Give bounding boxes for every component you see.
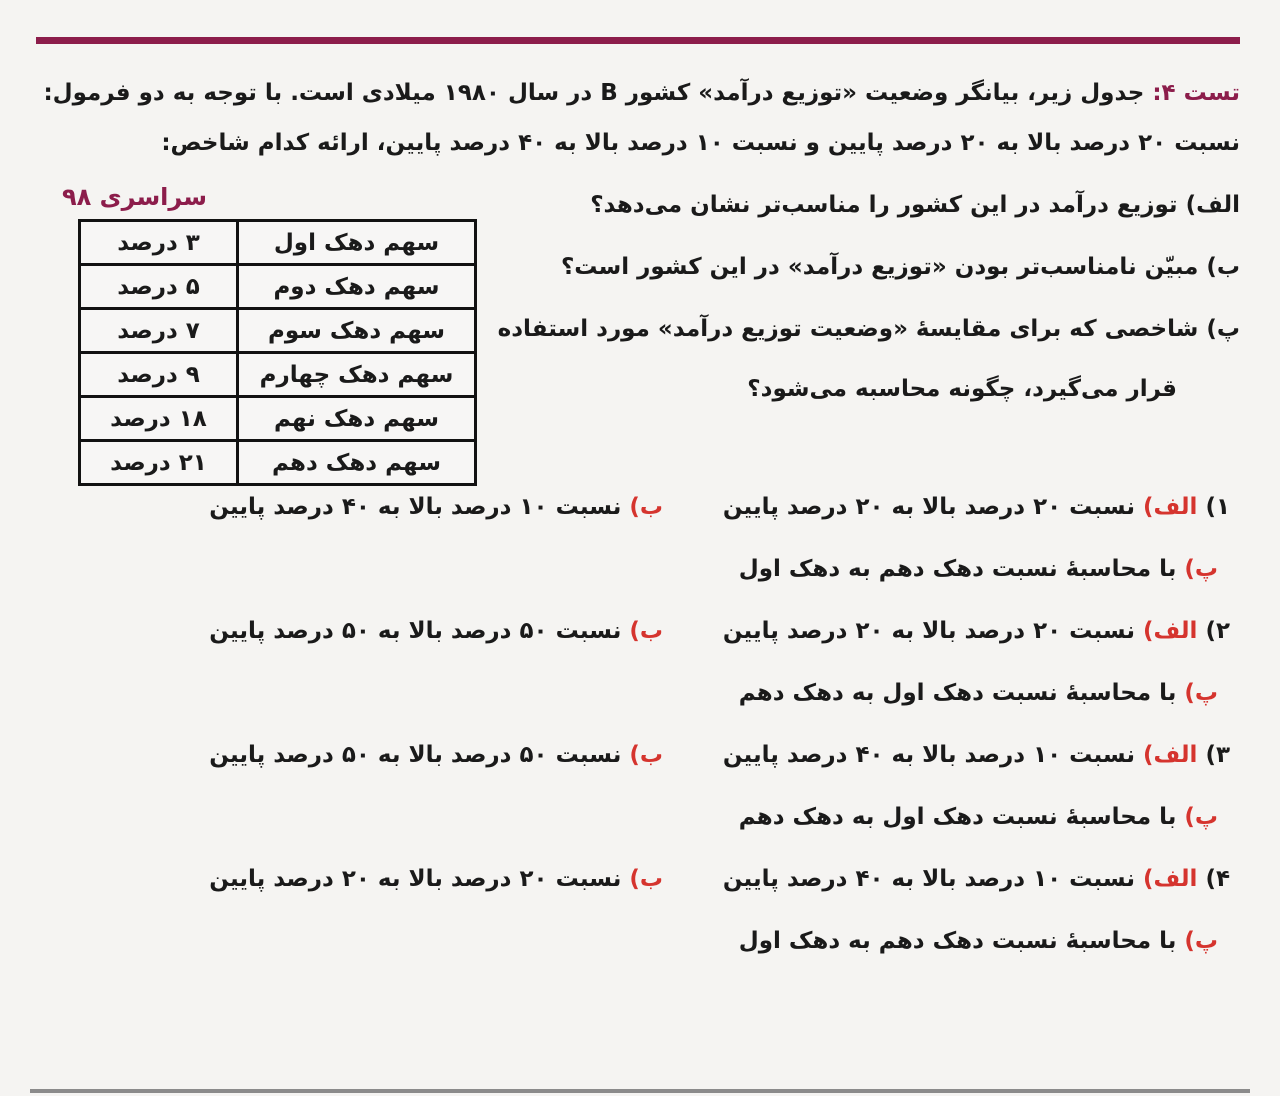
part-b-marker: ب) — [629, 742, 663, 768]
part-a-text: نسبت ۱۰ درصد بالا به ۴۰ درصد پایین — [722, 866, 1135, 892]
part-a-marker: الف) — [1142, 866, 1198, 892]
option-3-part-b — [209, 738, 663, 772]
option-3-part-c — [739, 800, 1218, 834]
table-row — [80, 221, 476, 265]
question-intro-line1 — [43, 76, 1240, 110]
question-intro-line2: نسبت ۲۰ درصد بالا به ۲۰ درصد پایین و نسبت ۱۰ درصد بالا به ۴۰ درصد پایین، ارائه کدام شاخص: — [161, 130, 1240, 156]
decile-label-cell: سهم دهک نهم — [238, 397, 476, 441]
option-number: ۳) — [1205, 742, 1230, 768]
part-a-text: نسبت ۲۰ درصد بالا به ۲۰ درصد پایین — [722, 494, 1135, 520]
option-2-part-b — [209, 614, 663, 648]
part-c-marker: پ) — [1184, 556, 1218, 582]
part-b-text: نسبت ۵۰ درصد بالا به ۵۰ درصد پایین — [209, 618, 622, 644]
sub-question-b: ب) مبیّن نامناسب‌تر بودن «توزیع درآمد» در این کشور است؟ — [560, 254, 1240, 280]
part-c-marker: پ) — [1184, 804, 1218, 830]
option-number: ۴) — [1205, 866, 1230, 892]
part-b-marker: ب) — [629, 494, 663, 520]
option-1-part-b — [209, 490, 663, 524]
question-intro-line1-text: جدول زیر، بیانگر وضعیت «توزیع درآمد» کشور B در سال ۱۹۸۰ میلادی است. با توجه به دو فرمول: — [43, 80, 1145, 106]
part-a-text: نسبت ۱۰ درصد بالا به ۴۰ درصد پایین — [722, 742, 1135, 768]
part-b-marker: ب) — [629, 866, 663, 892]
table-row — [80, 309, 476, 353]
option-4-part-b — [209, 862, 663, 896]
table-row — [80, 441, 476, 485]
option-1-part-a — [723, 490, 1230, 524]
part-a-text: نسبت ۲۰ درصد بالا به ۲۰ درصد پایین — [722, 618, 1135, 644]
sub-question-a: الف) توزیع درآمد در این کشور را مناسب‌تر نشان می‌دهد؟ — [590, 192, 1240, 218]
sub-question-c-line1: پ) شاخصی که برای مقایسهٔ «وضعیت توزیع درآمد» مورد استفاده — [497, 316, 1240, 342]
option-3-part-a — [723, 738, 1230, 772]
part-b-text: نسبت ۱۰ درصد بالا به ۴۰ درصد پایین — [209, 494, 622, 520]
top-rule — [36, 37, 1240, 44]
option-number: ۲) — [1205, 618, 1230, 644]
part-c-text: با محاسبهٔ نسبت دهک دهم به دهک اول — [738, 928, 1177, 954]
option-2-part-a — [723, 614, 1230, 648]
option-number: ۱) — [1205, 494, 1230, 520]
sub-question-c-line2: قرار می‌گیرد، چگونه محاسبه می‌شود؟ — [747, 376, 1177, 402]
bottom-rule — [30, 1089, 1250, 1093]
decile-value-cell: ۳ درصد — [80, 221, 238, 265]
table-row — [80, 397, 476, 441]
part-b-text: نسبت ۵۰ درصد بالا به ۵۰ درصد پایین — [209, 742, 622, 768]
decile-label-cell: سهم دهک اول — [238, 221, 476, 265]
decile-label-cell: سهم دهک چهارم — [238, 353, 476, 397]
part-a-marker: الف) — [1142, 618, 1198, 644]
part-a-marker: الف) — [1142, 494, 1198, 520]
decile-value-cell: ۹ درصد — [80, 353, 238, 397]
option-2-part-c — [739, 676, 1218, 710]
test-number-label: تست ۴: — [1152, 80, 1240, 106]
decile-label-cell: سهم دهک سوم — [238, 309, 476, 353]
part-b-marker: ب) — [629, 618, 663, 644]
decile-value-cell: ۷ درصد — [80, 309, 238, 353]
decile-label-cell: سهم دهک دوم — [238, 265, 476, 309]
part-c-text: با محاسبهٔ نسبت دهک اول به دهک دهم — [738, 680, 1177, 706]
decile-label-cell: سهم دهک دهم — [238, 441, 476, 485]
part-a-marker: الف) — [1142, 742, 1198, 768]
part-c-text: با محاسبهٔ نسبت دهک اول به دهک دهم — [738, 804, 1177, 830]
option-4-part-a — [723, 862, 1230, 896]
table-row — [80, 265, 476, 309]
option-4-part-c — [739, 924, 1218, 958]
option-1-part-c — [739, 552, 1218, 586]
part-c-marker: پ) — [1184, 928, 1218, 954]
decile-share-table — [78, 219, 477, 486]
part-c-text: با محاسبهٔ نسبت دهک دهم به دهک اول — [738, 556, 1177, 582]
part-c-marker: پ) — [1184, 680, 1218, 706]
decile-value-cell: ۱۸ درصد — [80, 397, 238, 441]
exam-source-badge: سراسری ۹۸ — [62, 183, 207, 211]
decile-value-cell: ۵ درصد — [80, 265, 238, 309]
part-b-text: نسبت ۲۰ درصد بالا به ۲۰ درصد پایین — [209, 866, 622, 892]
decile-value-cell: ۲۱ درصد — [80, 441, 238, 485]
table-row — [80, 353, 476, 397]
